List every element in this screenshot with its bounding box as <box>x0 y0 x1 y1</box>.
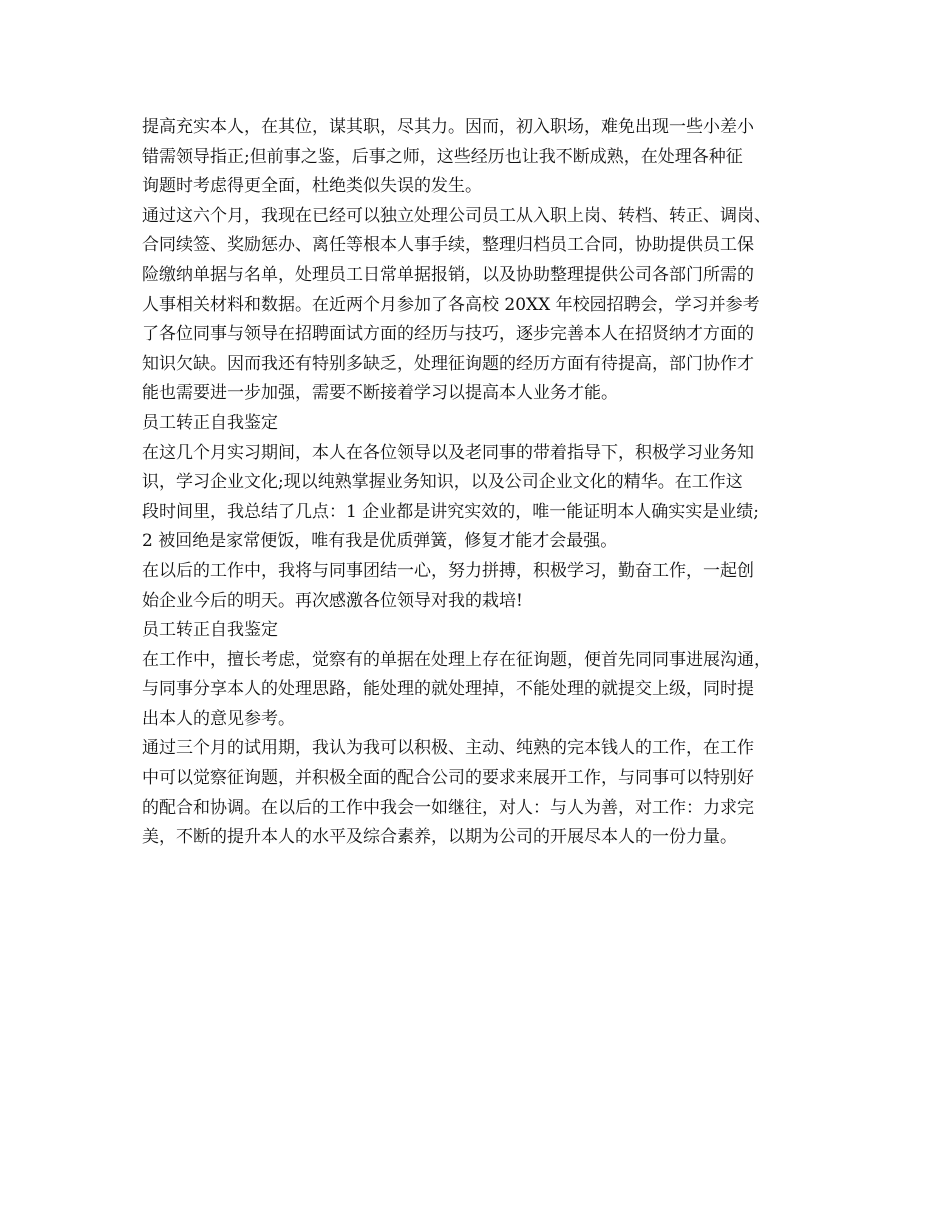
text-line: 始企业今后的明天。再次感激各位领导对我的栽培! <box>142 590 523 611</box>
section-heading: 员工转正自我鉴定 <box>142 620 278 641</box>
text-line: 在工作中，擅长考虑，觉察有的单据在处理上存在征询题，便首先同同事进展沟通， <box>142 649 771 670</box>
paragraph <box>142 202 820 409</box>
text-line: 2 被回绝是家常便饭，唯有我是优质弹簧，修复才能才会最强。 <box>142 531 618 552</box>
text-line: 询题时考虑得更全面，杜绝类似失误的发生。 <box>142 176 482 197</box>
text-line: 险缴纳单据与名单，处理员工日常单据报销，以及协助整理提供公司各部门所需的 <box>142 264 754 285</box>
text-line: 人事相关材料和数据。在近两个月参加了各高校 20XX 年校园招聘会，学习并参考 <box>142 294 760 315</box>
text-line: 中可以觉察征询题，并积极全面的配合公司的要求来展开工作，与同事可以特别好 <box>142 768 754 789</box>
text-line: 的配合和协调。在以后的工作中我会一如继往，对人：与人为善，对工作：力求完 <box>142 797 754 818</box>
text-line: 能也需要进一步加强，需要不断接着学习以提高本人业务才能。 <box>142 383 618 404</box>
paragraph <box>142 439 820 557</box>
text-line: 通过三个月的试用期，我认为我可以积极、主动、纯熟的完本钱人的工作，在工作 <box>142 738 754 759</box>
text-line: 合同续签、奖励惩办、离任等根本人事手续，整理归档员工合同，协助提供员工保 <box>142 235 754 256</box>
text-line: 在以后的工作中，我将与同事团结一心，努力拼搏，积极学习，勤奋工作，一起创 <box>142 560 754 581</box>
paragraph <box>142 557 820 616</box>
text-line: 美，不断的提升本人的水平及综合素养，以期为公司的开展尽本人的一份力量。 <box>142 827 737 848</box>
text-line: 在这几个月实习期间，本人在各位领导以及老同事的带着指导下，积极学习业务知 <box>142 442 754 463</box>
text-line: 提高充实本人，在其位，谋其职，尽其力。因而，初入职场，难免出现一些小差小 <box>142 117 754 137</box>
text-line: 通过这六个月，我现在已经可以独立处理公司员工从入职上岗、转档、转正、调岗、 <box>142 205 771 226</box>
text-line: 出本人的意见参考。 <box>142 708 295 729</box>
paragraph <box>142 646 820 735</box>
paragraph <box>142 734 820 852</box>
text-line: 与同事分享本人的处理思路，能处理的就处理掉，不能处理的就提交上级，同时提 <box>142 679 754 700</box>
text-line: 错需领导指正;但前事之鉴，后事之师，这些经历也让我不断成熟，在处理各种征 <box>142 146 743 167</box>
text-line: 识，学习企业文化;现以纯熟掌握业务知识，以及公司企业文化的精华。在工作这 <box>142 472 743 493</box>
paragraph <box>142 113 820 202</box>
text-line: 段时间里，我总结了几点：1 企业都是讲究实效的，唯一能证明本人确实实是业绩; <box>142 501 759 522</box>
text-line: 了各位同事与领导在招聘面试方面的经历与技巧，逐步完善本人在招贤纳才方面的 <box>142 324 754 345</box>
text-line: 知识欠缺。因而我还有特别多缺乏，处理征询题的经历方面有待提高，部门协作才 <box>142 353 754 374</box>
section-heading: 员工转正自我鉴定 <box>142 412 278 433</box>
